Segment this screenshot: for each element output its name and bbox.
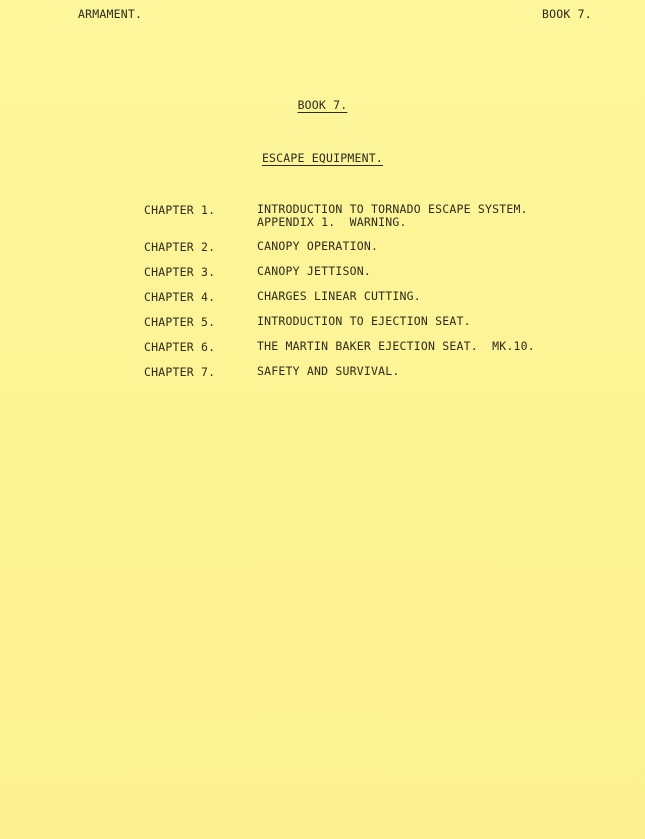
chapter-label: CHAPTER 1. [144,203,216,217]
chapter-title [257,365,399,379]
table-of-contents [144,203,535,390]
toc-row-chapter-4 [144,290,535,304]
chapter-title [257,340,535,354]
chapter-label: CHAPTER 4. [144,290,216,304]
chapter-title [257,240,378,254]
chapter-title [257,290,421,304]
chapter-title [257,315,471,329]
chapter-title-line: INTRODUCTION TO EJECTION SEAT. [257,314,471,328]
chapter-title-line: SAFETY AND SURVIVAL. [257,364,400,378]
chapter-title [257,203,528,229]
chapter-label: CHAPTER 7. [144,365,216,379]
toc-row-chapter-1 [144,203,535,229]
toc-row-chapter-5 [144,315,535,329]
chapter-label: CHAPTER 3. [144,265,216,279]
toc-row-chapter-7 [144,365,535,379]
chapter-label: CHAPTER 5. [144,315,216,329]
chapter-title [257,265,371,279]
toc-row-chapter-3 [144,265,535,279]
chapter-label: CHAPTER 6. [144,340,216,354]
toc-row-chapter-2 [144,240,535,254]
chapter-title-line: APPENDIX 1. WARNING. [257,215,407,229]
chapter-title-line: CANOPY OPERATION. [257,239,379,253]
book-title: BOOK 7. [297,98,348,112]
chapter-title-line: INTRODUCTION TO TORNADO ESCAPE SYSTEM. [257,202,528,216]
chapter-title-line: THE MARTIN BAKER EJECTION SEAT. MK.10. [257,339,535,353]
toc-row-chapter-6 [144,340,535,354]
header-left: ARMAMENT. [78,7,143,21]
header-right: BOOK 7. [542,7,592,21]
chapter-title-line: CANOPY JETTISON. [257,264,371,278]
chapter-title-line: CHARGES LINEAR CUTTING. [257,289,421,303]
chapter-label: CHAPTER 2. [144,240,216,254]
section-title: ESCAPE EQUIPMENT. [261,151,384,165]
